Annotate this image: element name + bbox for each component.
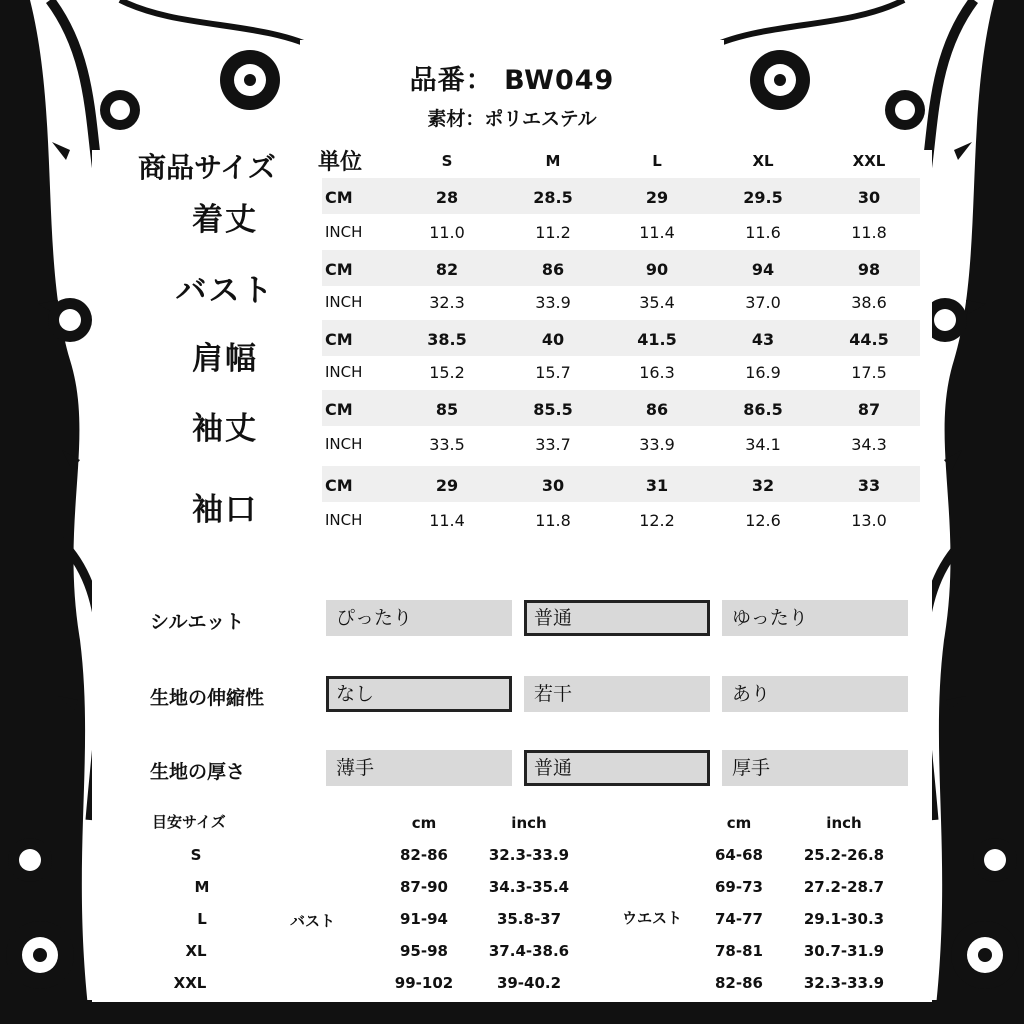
table-cell-cm: 29 xyxy=(435,476,459,495)
unit-cm-label: CM xyxy=(325,476,353,495)
waist-cm-value: 78-81 xyxy=(715,942,763,960)
unit-inch-label: INCH xyxy=(325,223,363,241)
attribute-option-selected: 普通 xyxy=(524,750,710,786)
table-cell-inch: 11.8 xyxy=(851,223,887,242)
waist-inch-value: 32.3-33.9 xyxy=(803,974,885,992)
table-cell-cm: 90 xyxy=(645,260,669,279)
size-column-header: XL xyxy=(752,152,774,170)
attribute-option: 薄手 xyxy=(326,750,512,786)
measurement-label: 肩幅 xyxy=(192,341,258,377)
table-cell-cm: 86 xyxy=(541,260,565,279)
attribute-label: シルエット xyxy=(150,611,245,633)
waist-cm-header: cm xyxy=(726,814,752,832)
waist-inch-value: 29.1-30.3 xyxy=(803,910,885,928)
bust-cm-header: cm xyxy=(411,814,437,832)
table-cell-inch: 11.4 xyxy=(639,223,675,242)
table-cell-cm: 31 xyxy=(645,476,669,495)
table-cell-inch: 11.6 xyxy=(745,223,781,242)
table-cell-cm: 30 xyxy=(857,188,881,207)
table-cell-cm: 44.5 xyxy=(849,330,889,349)
waist-inch-value: 30.7-31.9 xyxy=(803,942,885,960)
attribute-option: あり xyxy=(722,676,908,712)
attribute-option: 厚手 xyxy=(722,750,908,786)
waist-label: ウエスト xyxy=(622,909,683,927)
attribute-option: 若干 xyxy=(524,676,710,712)
unit-inch-label: INCH xyxy=(325,293,363,311)
table-cell-inch: 11.8 xyxy=(535,511,571,530)
bust-cm-value: 91-94 xyxy=(400,910,448,928)
measurement-label: 着丈 xyxy=(192,202,258,238)
waist-inch-value: 27.2-28.7 xyxy=(803,878,885,896)
table-cell-cm: 87 xyxy=(857,400,881,419)
measurement-label: 袖口 xyxy=(192,492,258,528)
table-cell-cm: 38.5 xyxy=(427,330,467,349)
table-cell-cm: 98 xyxy=(857,260,881,279)
waist-cm-value: 82-86 xyxy=(715,974,763,992)
bust-inch-value: 34.3-35.4 xyxy=(488,878,570,896)
table-cell-cm: 85.5 xyxy=(533,400,573,419)
size-section-title: 商品サイズ xyxy=(138,151,276,184)
table-cell-cm: 28.5 xyxy=(533,188,573,207)
measurement-label: 袖丈 xyxy=(192,411,258,447)
material-label: 素材：ポリエステル xyxy=(427,108,597,130)
attribute-option: ぴったり xyxy=(326,600,512,636)
attribute-option-selected: 普通 xyxy=(524,600,710,636)
reference-size: M xyxy=(194,878,210,896)
unit-cm-label: CM xyxy=(325,188,353,207)
unit-cm-label: CM xyxy=(325,330,353,349)
table-cell-inch: 12.6 xyxy=(745,511,781,530)
table-cell-inch: 11.2 xyxy=(535,223,571,242)
table-cell-cm: 43 xyxy=(751,330,775,349)
bust-inch-header: inch xyxy=(511,814,547,832)
bust-inch-value: 37.4-38.6 xyxy=(488,942,570,960)
table-cell-cm: 29.5 xyxy=(743,188,783,207)
table-cell-cm: 82 xyxy=(435,260,459,279)
table-cell-cm: 86.5 xyxy=(743,400,783,419)
attribute-label: 生地の伸縮性 xyxy=(150,687,265,709)
table-cell-cm: 86 xyxy=(645,400,669,419)
bust-cm-value: 95-98 xyxy=(400,942,448,960)
bust-inch-value: 35.8-37 xyxy=(496,910,562,928)
table-cell-inch: 13.0 xyxy=(851,511,887,530)
bust-cm-value: 82-86 xyxy=(400,846,448,864)
table-cell-cm: 32 xyxy=(751,476,775,495)
reference-size: XXL xyxy=(173,974,207,992)
unit-inch-label: INCH xyxy=(325,435,363,453)
bust-inch-value: 39-40.2 xyxy=(496,974,562,992)
table-cell-inch: 16.3 xyxy=(639,363,675,382)
table-cell-cm: 41.5 xyxy=(637,330,677,349)
table-cell-cm: 30 xyxy=(541,476,565,495)
waist-cm-value: 69-73 xyxy=(715,878,763,896)
size-column-header: M xyxy=(545,152,561,170)
waist-inch-header: inch xyxy=(826,814,862,832)
unit-inch-label: INCH xyxy=(325,511,363,529)
unit-cm-label: CM xyxy=(325,260,353,279)
table-cell-inch: 34.3 xyxy=(851,435,887,454)
waist-cm-value: 64-68 xyxy=(715,846,763,864)
attribute-label: 生地の厚さ xyxy=(150,761,246,783)
table-cell-inch: 11.4 xyxy=(429,511,465,530)
size-column-header: S xyxy=(441,152,453,170)
table-cell-cm: 85 xyxy=(435,400,459,419)
attribute-option: ゆったり xyxy=(722,600,908,636)
table-cell-inch: 32.3 xyxy=(429,293,465,312)
table-cell-inch: 15.2 xyxy=(429,363,465,382)
table-cell-inch: 11.0 xyxy=(429,223,465,242)
unit-inch-label: INCH xyxy=(325,363,363,381)
table-cell-cm: 29 xyxy=(645,188,669,207)
table-cell-inch: 33.5 xyxy=(429,435,465,454)
table-cell-inch: 15.7 xyxy=(535,363,571,382)
table-cell-cm: 94 xyxy=(751,260,775,279)
bust-cm-value: 99-102 xyxy=(394,974,454,992)
table-cell-inch: 35.4 xyxy=(639,293,675,312)
bust-cm-value: 87-90 xyxy=(400,878,448,896)
waist-cm-value: 74-77 xyxy=(715,910,763,928)
table-cell-inch: 33.7 xyxy=(535,435,571,454)
unit-header: 単位 xyxy=(318,150,363,175)
reference-size-title: 目安サイズ xyxy=(152,813,226,831)
reference-size: S xyxy=(190,846,202,864)
table-cell-inch: 17.5 xyxy=(851,363,887,382)
table-cell-inch: 38.6 xyxy=(851,293,887,312)
table-cell-inch: 33.9 xyxy=(639,435,675,454)
unit-cm-label: CM xyxy=(325,400,353,419)
table-cell-inch: 37.0 xyxy=(745,293,781,312)
bust-inch-value: 32.3-33.9 xyxy=(488,846,570,864)
size-column-header: L xyxy=(652,152,662,170)
table-cell-cm: 28 xyxy=(435,188,459,207)
waist-inch-value: 25.2-26.8 xyxy=(803,846,885,864)
table-cell-inch: 16.9 xyxy=(745,363,781,382)
measurement-label: バスト xyxy=(175,273,275,309)
size-column-header: XXL xyxy=(852,152,886,170)
reference-size: XL xyxy=(185,942,207,960)
table-cell-inch: 33.9 xyxy=(535,293,571,312)
table-cell-inch: 34.1 xyxy=(745,435,781,454)
table-cell-inch: 12.2 xyxy=(639,511,675,530)
reference-size: L xyxy=(197,910,207,928)
attribute-option-selected: なし xyxy=(326,676,512,712)
table-cell-cm: 40 xyxy=(541,330,565,349)
product-number: 品番： BW049 xyxy=(409,65,615,96)
table-cell-cm: 33 xyxy=(857,476,881,495)
bust-label: バスト xyxy=(290,912,336,930)
